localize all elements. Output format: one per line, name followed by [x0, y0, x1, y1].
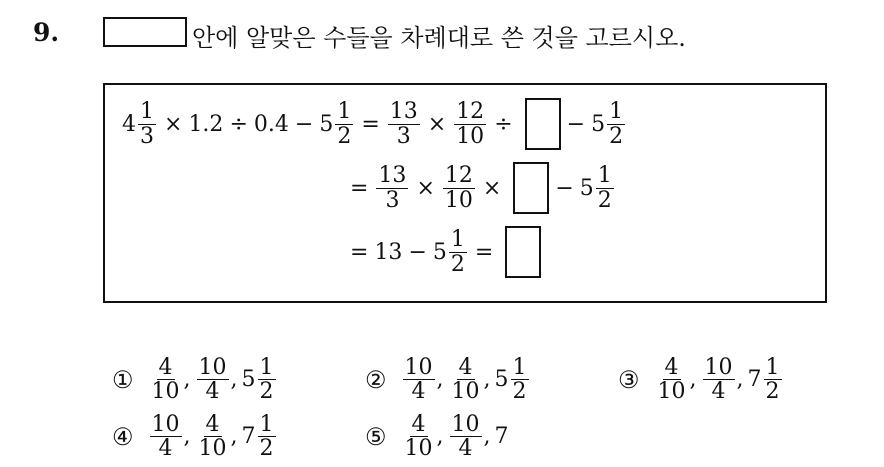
- fraction: $\frac{1}{2}$: [259, 412, 274, 462]
- fraction: $\frac{10}{4}$: [704, 355, 733, 405]
- separator: ,: [483, 424, 491, 450]
- option-mark: ④: [112, 422, 134, 451]
- equals-sign: =: [361, 111, 380, 137]
- whole-number: 5: [432, 239, 447, 265]
- option-5[interactable]: [365, 413, 509, 460]
- separator: ,: [436, 424, 444, 450]
- whole-number: 5: [591, 111, 606, 137]
- operator: −: [555, 175, 574, 201]
- fraction: $\frac{13}{3}$: [389, 99, 418, 149]
- option-2[interactable]: [365, 356, 531, 403]
- fraction: $\frac{4}{10}$: [151, 355, 180, 405]
- number: 13: [374, 239, 403, 265]
- fraction: $\frac{10}{4}$: [451, 412, 480, 462]
- fraction: $\frac{4}{10}$: [198, 412, 227, 462]
- number: 0.4: [253, 111, 289, 137]
- option-mark: ③: [618, 365, 640, 394]
- fraction: $\frac{13}{3}$: [378, 163, 407, 213]
- question-number: 9.: [33, 18, 60, 47]
- whole-number: 4: [122, 111, 136, 137]
- question-text: 안에 알맞은 수들을 차례대로 쓴 것을 고르시오.: [192, 24, 686, 52]
- option-1[interactable]: [112, 356, 278, 403]
- answer-box: [513, 162, 549, 214]
- calc-line-3: [344, 226, 547, 278]
- operator: ×: [416, 175, 435, 201]
- calc-line-1: [122, 98, 627, 150]
- fraction: $\frac{1}{3}$: [140, 99, 154, 149]
- fraction: $\frac{1}{2}$: [337, 99, 352, 149]
- fraction: $\frac{10}{4}$: [198, 355, 227, 405]
- separator: ,: [483, 367, 491, 393]
- fraction: $\frac{4}{10}$: [451, 355, 480, 405]
- fraction: $\frac{1}{2}$: [609, 99, 624, 149]
- fraction: $\frac{1}{2}$: [765, 355, 780, 405]
- operator: −: [294, 111, 314, 137]
- operator: ÷: [229, 111, 248, 137]
- fraction: $\frac{10}{4}$: [151, 412, 180, 462]
- option-mark: ⑤: [365, 422, 387, 451]
- operator: ×: [164, 111, 183, 137]
- separator: ,: [436, 367, 444, 393]
- whole-number: 7: [747, 367, 762, 393]
- calc-line-2: [344, 162, 616, 214]
- fraction: $\frac{4}{10}$: [657, 355, 686, 405]
- operator: ×: [482, 175, 502, 201]
- separator: ,: [183, 367, 191, 393]
- number: 1.2: [188, 111, 224, 137]
- equals-sign: =: [350, 239, 369, 265]
- fraction: $\frac{12}{10}$: [456, 99, 485, 149]
- fraction: $\frac{1}{2}$: [512, 355, 527, 405]
- operator: ×: [427, 111, 447, 137]
- whole-number: 5: [319, 111, 334, 137]
- operator: −: [408, 239, 427, 265]
- fraction: $\frac{4}{10}$: [404, 412, 433, 462]
- separator: ,: [689, 367, 697, 393]
- option-3[interactable]: [618, 356, 784, 403]
- option-mark: ①: [112, 365, 134, 394]
- operator: −: [566, 111, 586, 137]
- whole-number: 7: [494, 424, 509, 450]
- whole-number: 5: [241, 367, 256, 393]
- whole-number: 7: [241, 424, 256, 450]
- operator: ÷: [494, 111, 513, 137]
- answer-box: [505, 226, 541, 278]
- separator: ,: [183, 424, 191, 450]
- separator: ,: [736, 367, 744, 393]
- answer-box: [525, 98, 561, 150]
- option-mark: ②: [365, 365, 387, 394]
- option-4[interactable]: [112, 413, 278, 460]
- fraction: $\frac{1}{2}$: [597, 163, 612, 213]
- separator: ,: [230, 367, 238, 393]
- blank-box: [103, 17, 187, 47]
- fraction: $\frac{1}{2}$: [259, 355, 274, 405]
- fraction: $\frac{1}{2}$: [450, 227, 465, 277]
- fraction: $\frac{12}{10}$: [444, 163, 473, 213]
- fraction: $\frac{10}{4}$: [404, 355, 433, 405]
- equals-sign: =: [350, 175, 369, 201]
- whole-number: 5: [494, 367, 509, 393]
- separator: ,: [230, 424, 238, 450]
- whole-number: 5: [579, 175, 594, 201]
- equals-sign: =: [474, 239, 494, 265]
